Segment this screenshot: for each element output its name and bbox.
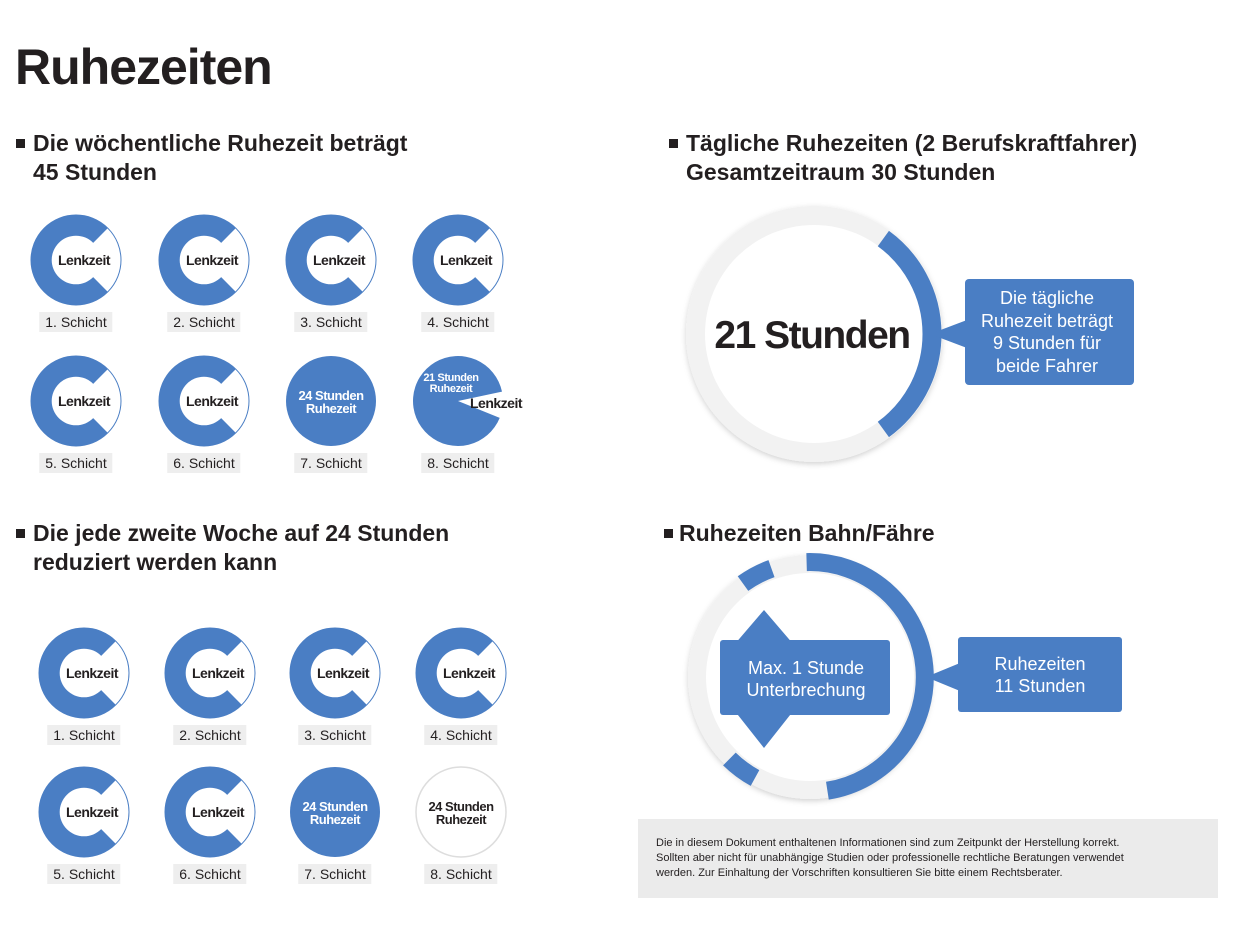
rest21-label-line2: Ruhezeit <box>429 383 473 395</box>
section-reduced-line1: Die jede zweite Woche auf 24 Stunden <box>33 520 450 546</box>
shift-item <box>26 351 126 483</box>
shift-diagram <box>34 623 134 723</box>
shift-diagram <box>285 623 385 723</box>
shift-label: 5. Schicht <box>39 453 112 473</box>
shift-item <box>285 762 385 894</box>
shift-diagram <box>411 762 511 862</box>
shift-label: 2. Schicht <box>173 725 246 745</box>
ferry-right-callout-line2: 11 Stunden <box>994 676 1086 696</box>
lenkzeit-label: Lenkzeit <box>469 395 523 411</box>
shift-item <box>154 351 254 483</box>
daily-callout-line1: Die tägliche <box>999 288 1095 308</box>
section-weekly-line1: Die wöchentliche Ruhezeit beträgt <box>33 130 408 156</box>
shift-label: 6. Schicht <box>167 453 240 473</box>
shift-diagram <box>408 351 523 451</box>
shift-label: 8. Schicht <box>421 453 494 473</box>
section-reduced-line2: reduziert werden kann <box>33 549 278 575</box>
lenkzeit-label: Lenkzeit <box>316 665 370 681</box>
lenkzeit-label: Lenkzeit <box>442 665 496 681</box>
bullet-icon <box>664 529 673 538</box>
shift-item <box>34 623 134 755</box>
shift-diagram <box>160 762 260 862</box>
shift-label: 8. Schicht <box>424 864 497 884</box>
shift-item <box>281 351 381 483</box>
shift-label: 3. Schicht <box>294 312 367 332</box>
lenkzeit-label: Lenkzeit <box>57 252 111 268</box>
section-daily-line1: Tägliche Ruhezeiten (2 Berufskraftfahrer) <box>686 130 1138 156</box>
shift-label: 7. Schicht <box>294 453 367 473</box>
rest24-label-line2: Ruhezeit <box>435 812 487 827</box>
lenkzeit-label: Lenkzeit <box>191 804 245 820</box>
shift-item <box>281 210 381 342</box>
rest24-label-line1: 24 Stunden <box>302 799 368 814</box>
shift-item <box>34 762 134 894</box>
shift-diagram <box>26 351 126 451</box>
ferry-right-callout-line1: Ruhezeiten <box>994 654 1086 674</box>
shift-item <box>408 210 508 342</box>
section-reduced-title <box>33 519 449 577</box>
section-weekly-line2: 45 Stunden <box>33 159 157 185</box>
daily-callout-line3: 9 Stunden für <box>992 333 1102 353</box>
shift-item <box>26 210 126 342</box>
lenkzeit-label: Lenkzeit <box>57 393 111 409</box>
section-daily-title <box>686 129 1137 187</box>
shift-label: 7. Schicht <box>298 864 371 884</box>
shift-label: 3. Schicht <box>298 725 371 745</box>
shift-diagram <box>160 623 260 723</box>
rest24-label-line2: Ruhezeit <box>305 401 357 416</box>
ferry-rest-diagram <box>680 550 1140 810</box>
ferry-left-callout-line2: Unterbrechung <box>746 680 866 700</box>
lenkzeit-label: Lenkzeit <box>65 665 119 681</box>
section-ferry-title <box>679 519 935 548</box>
shift-diagram <box>154 351 254 451</box>
shift-item <box>154 210 254 342</box>
disclaimer-line3: werden. Zur Einhaltung der Vorschriften konsultieren Sie bitte einem Rechtsberater. <box>656 867 1063 879</box>
shift-item <box>285 623 385 755</box>
lenkzeit-label: Lenkzeit <box>312 252 366 268</box>
page-title: Ruhezeiten <box>15 39 272 95</box>
shift-label: 6. Schicht <box>173 864 246 884</box>
shift-item <box>411 623 511 755</box>
bullet-icon <box>669 139 678 148</box>
shift-label: 4. Schicht <box>424 725 497 745</box>
daily-center-value: 21 Stunden <box>714 314 910 357</box>
rest21-label-line1: 21 Stunden <box>423 372 479 384</box>
shift-label: 4. Schicht <box>421 312 494 332</box>
bullet-icon <box>16 529 25 538</box>
shift-item <box>408 351 523 483</box>
rest24-label-line1: 24 Stunden <box>298 388 364 403</box>
rest24-label-line1: 24 Stunden <box>428 799 494 814</box>
shift-item <box>160 762 260 894</box>
shift-label: 5. Schicht <box>47 864 120 884</box>
shift-label: 1. Schicht <box>39 312 112 332</box>
ferry-right-callout-box <box>958 637 1122 712</box>
shift-diagram <box>26 210 126 310</box>
shift-item <box>411 762 511 894</box>
daily-rest-diagram <box>680 200 1150 470</box>
lenkzeit-label: Lenkzeit <box>185 252 239 268</box>
shift-diagram <box>154 210 254 310</box>
rest24-label-line2: Ruhezeit <box>309 812 361 827</box>
ferry-left-callout-line1: Max. 1 Stunde <box>747 658 865 678</box>
shift-diagram <box>411 623 511 723</box>
bullet-icon <box>16 139 25 148</box>
section-weekly-title <box>33 129 407 187</box>
section-ferry-title-text: Ruhezeiten Bahn/Fähre <box>679 520 935 546</box>
shift-diagram <box>281 210 381 310</box>
lenkzeit-label: Lenkzeit <box>185 393 239 409</box>
shift-diagram <box>34 762 134 862</box>
daily-callout-line4: beide Fahrer <box>995 356 1099 376</box>
lenkzeit-label: Lenkzeit <box>65 804 119 820</box>
shift-diagram <box>281 351 381 451</box>
shift-label: 2. Schicht <box>167 312 240 332</box>
disclaimer-line2: Sollten aber nicht für unabhängige Studien oder professionelle rechtliche Beratungen verwendet <box>656 852 1124 864</box>
disclaimer-line1: Die in diesem Dokument enthaltenen Informationen sind zum Zeitpunkt der Herstellung korrekt. <box>656 837 1120 849</box>
daily-callout-line2: Ruhezeit beträgt <box>980 311 1114 331</box>
disclaimer-box <box>638 819 1218 898</box>
shift-diagram <box>408 210 508 310</box>
shift-label: 1. Schicht <box>47 725 120 745</box>
lenkzeit-label: Lenkzeit <box>439 252 493 268</box>
shift-diagram <box>285 762 385 862</box>
section-daily-line2: Gesamtzeitraum 30 Stunden <box>686 159 996 185</box>
shift-item <box>160 623 260 755</box>
lenkzeit-label: Lenkzeit <box>191 665 245 681</box>
